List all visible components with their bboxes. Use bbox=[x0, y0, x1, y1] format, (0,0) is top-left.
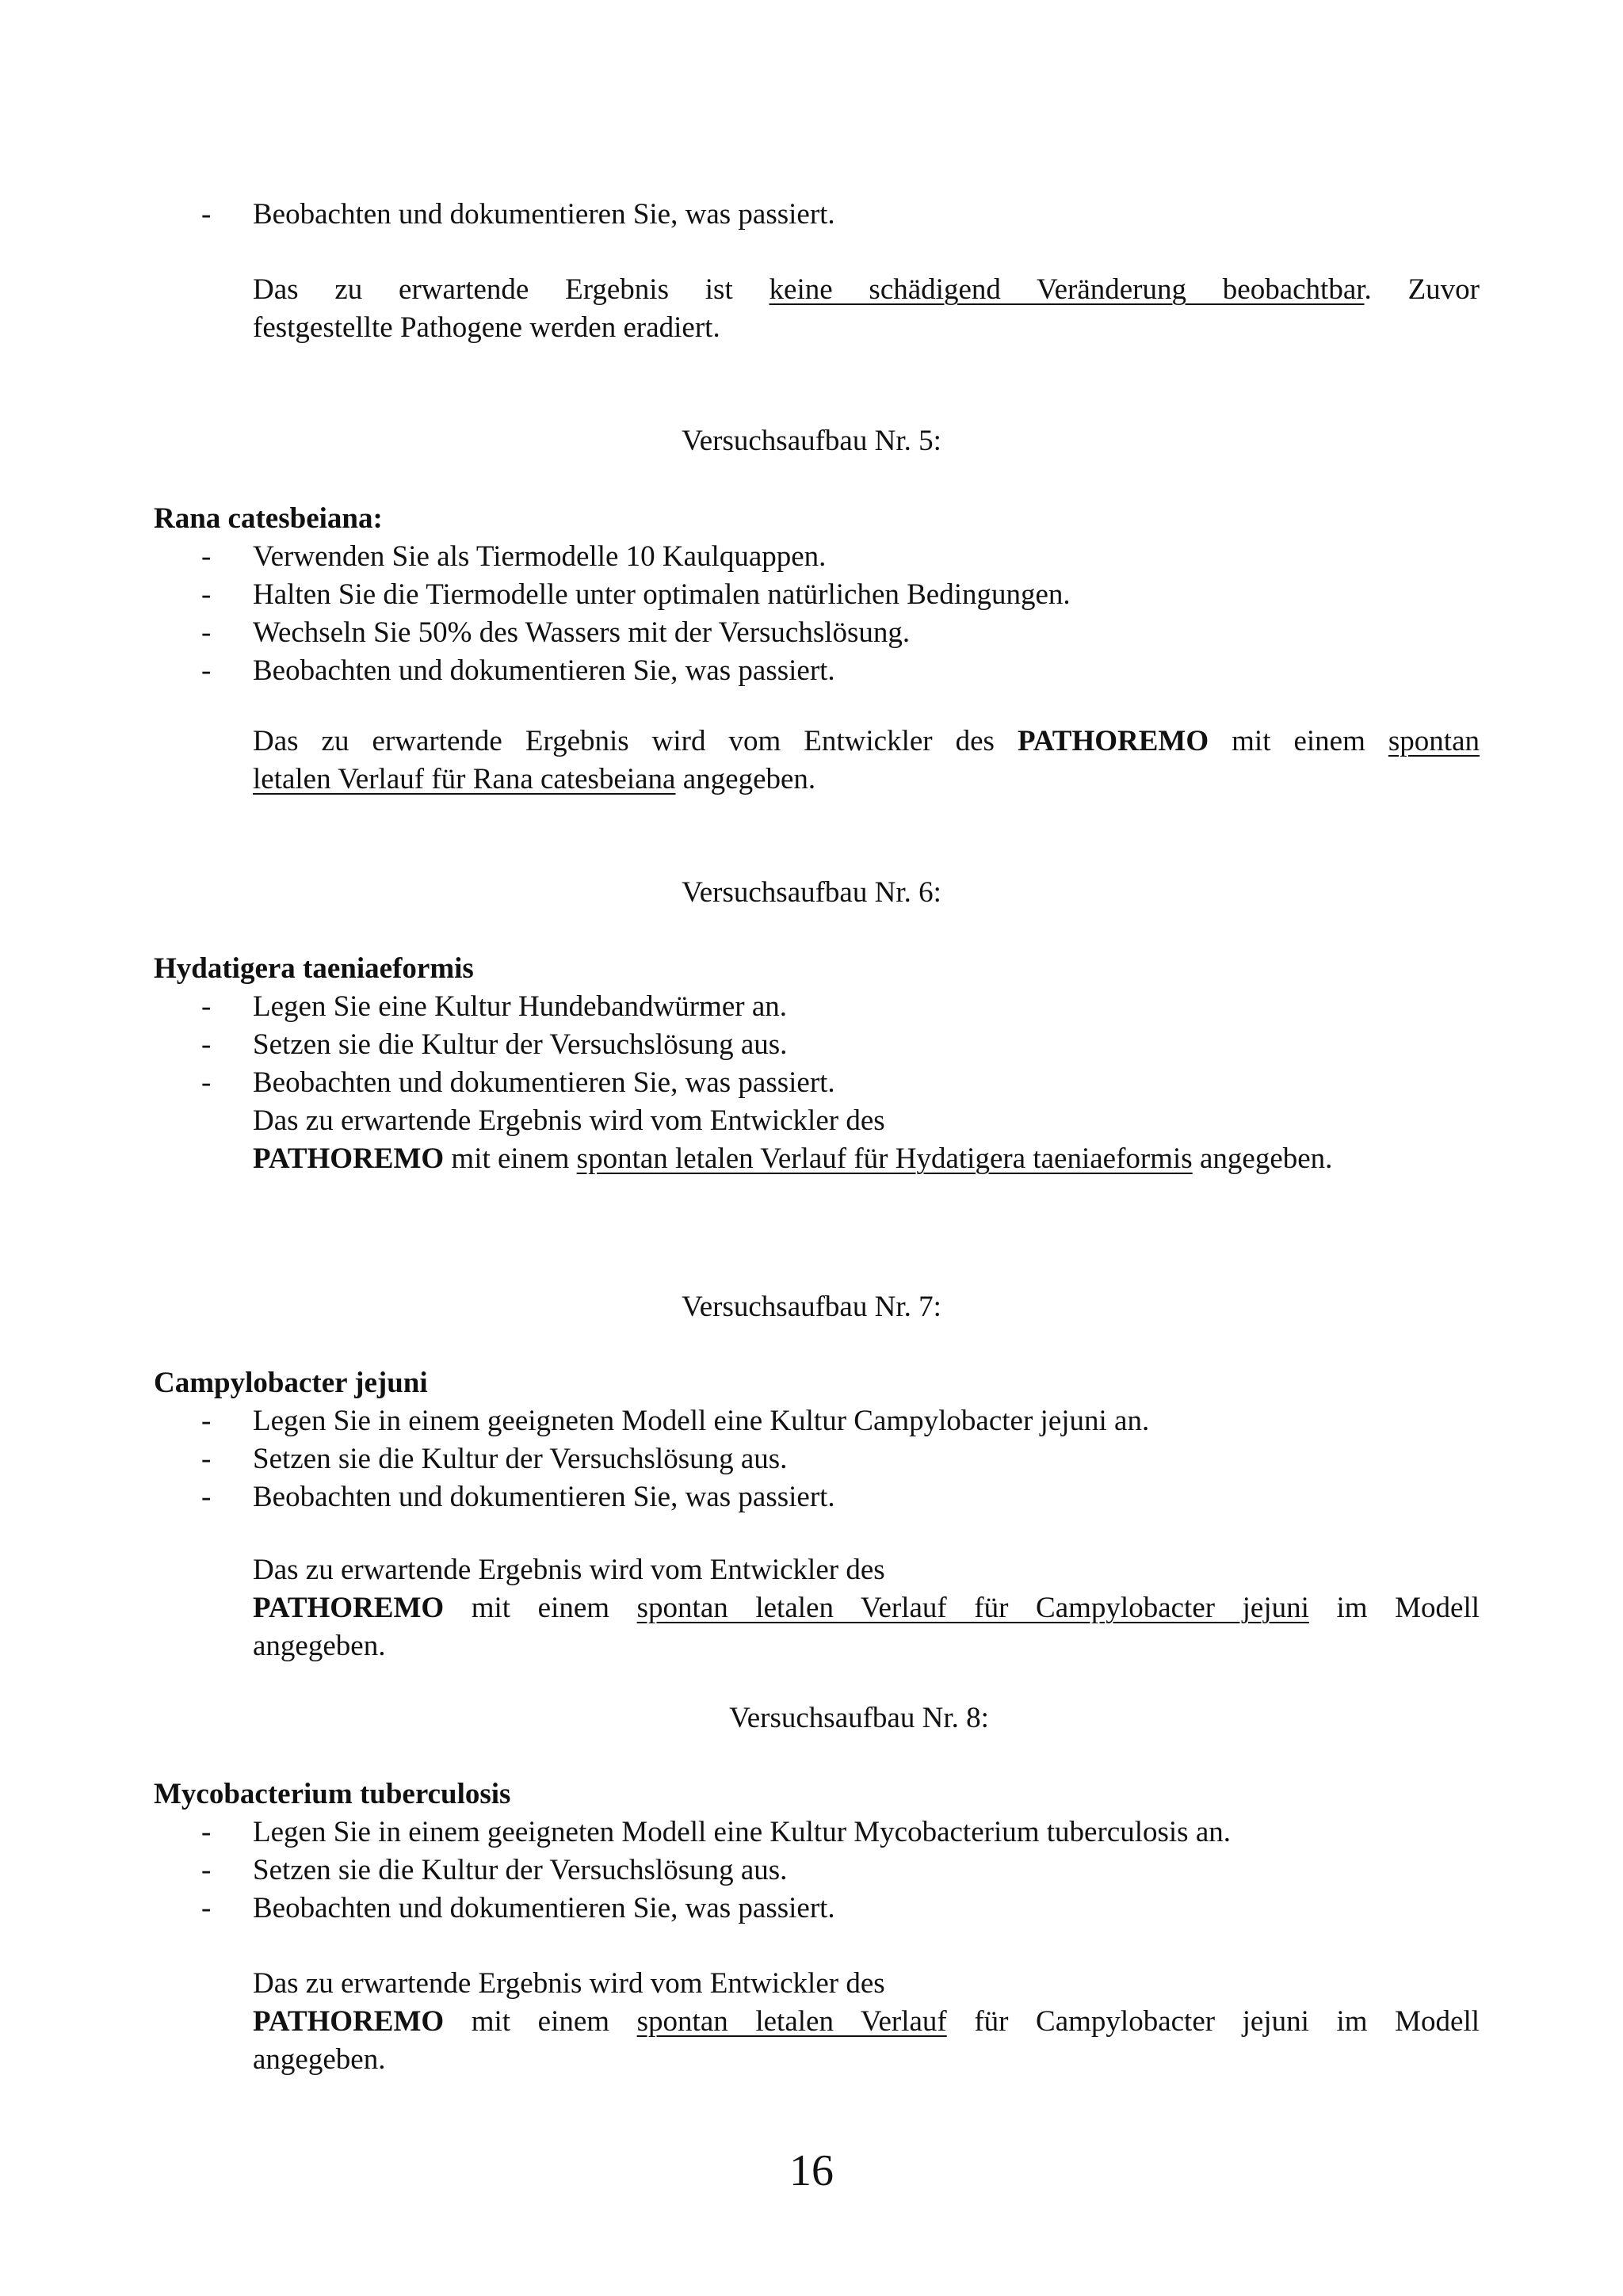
bullet-item: - Wechseln Sie 50% des Wassers mit der Versuchslösung. bbox=[201, 616, 911, 649]
product-name: PATHOREMO bbox=[253, 1142, 445, 1175]
section-8-heading: Versuchsaufbau Nr. 8: bbox=[729, 1702, 989, 1734]
bullet-dash: - bbox=[201, 198, 212, 231]
species-title: Mycobacterium tuberculosis bbox=[154, 1778, 511, 1810]
section-8-species bbox=[0, 1775, 1623, 1814]
underlined-result: spontan letalen Verlauf für Hydatigera taeniaeformis bbox=[576, 1142, 1193, 1175]
result-line: PATHOREMO mit einem spontan letalen Verlauf für Campylobacter jejuni im Modell bbox=[253, 2005, 1480, 2038]
result-line: angegeben. bbox=[253, 1630, 386, 1662]
result-paragraph: Das zu erwartende Ergebnis wird vom Entwickler des PATHOREMO mit einem spontan bbox=[253, 725, 1480, 757]
section-6-heading: Versuchsaufbau Nr. 6: bbox=[682, 876, 941, 909]
species-title: Hydatigera taeniaeformis bbox=[154, 952, 474, 985]
bullet-item: - Setzen sie die Kultur der Versuchslösung aus. bbox=[201, 1854, 788, 1886]
species-title: Rana catesbeiana: bbox=[154, 502, 383, 535]
result-line: letalen Verlauf für Rana catesbeiana angegeben. bbox=[253, 763, 816, 795]
underlined-result: spontan letalen Verlauf für Campylobacter jejuni bbox=[636, 1592, 1309, 1624]
bullet-item: - Beobachten und dokumentieren Sie, was passiert. bbox=[201, 654, 835, 687]
bullet-item: - Setzen sie die Kultur der Versuchslösung aus. bbox=[201, 1028, 788, 1061]
product-name: PATHOREMO bbox=[253, 1592, 445, 1624]
section-6-species bbox=[0, 950, 1623, 988]
section-4-result bbox=[0, 271, 1623, 347]
section-5-bullets bbox=[0, 538, 1623, 690]
section-8-bullets bbox=[0, 1814, 1623, 1928]
section-7-result bbox=[0, 1551, 1623, 1665]
bullet-item: - Legen Sie eine Kultur Hundebandwürmer an. bbox=[201, 990, 788, 1023]
underlined-result: keine schädigend Veränderung beobachtbar bbox=[769, 273, 1365, 306]
bullet-item: - Beobachten und dokumentieren Sie, was passiert. bbox=[201, 1892, 835, 1924]
page-number: 16 bbox=[789, 2146, 834, 2195]
section-7-heading: Versuchsaufbau Nr. 7: bbox=[682, 1291, 941, 1323]
result-line: PATHOREMO mit einem spontan letalen Verlauf für Hydatigera taeniaeformis angegeben. bbox=[253, 1142, 1333, 1175]
section-8-result bbox=[0, 1965, 1623, 2079]
species-title: Campylobacter jejuni bbox=[154, 1367, 428, 1399]
section-6-result bbox=[0, 1102, 1623, 1178]
bullet-text: Beobachten und dokumentieren Sie, was passiert. bbox=[253, 198, 835, 231]
bullet-item: - Halten Sie die Tiermodelle unter optimalen natürlichen Bedingungen. bbox=[201, 578, 1071, 611]
bullet-item: - Beobachten und dokumentieren Sie, was passiert. bbox=[201, 1066, 835, 1099]
section-7-species bbox=[0, 1364, 1623, 1402]
result-line: Das zu erwartende Ergebnis wird vom Entwickler des bbox=[253, 1104, 885, 1137]
bullet-item: - Beobachten und dokumentieren Sie, was passiert. bbox=[201, 1481, 835, 1513]
result-line: Das zu erwartende Ergebnis wird vom Entwickler des bbox=[253, 1554, 885, 1586]
section-5-heading: Versuchsaufbau Nr. 5: bbox=[682, 425, 941, 457]
result-line: angegeben. bbox=[253, 2043, 386, 2076]
result-line: PATHOREMO mit einem spontan letalen Verlauf für Campylobacter jejuni im Modell bbox=[253, 1592, 1480, 1624]
bullet-item: - Setzen sie die Kultur der Versuchslösung aus. bbox=[201, 1443, 788, 1475]
result-line: Das zu erwartende Ergebnis wird vom Entwickler des bbox=[253, 1967, 885, 2000]
bullet-item: - Verwenden Sie als Tiermodelle 10 Kaulquappen. bbox=[201, 540, 827, 573]
section-6-bullets bbox=[0, 988, 1623, 1102]
result-line: festgestellte Pathogene werden eradiert. bbox=[253, 311, 720, 344]
section-5-result bbox=[0, 723, 1623, 799]
product-name: PATHOREMO bbox=[253, 2005, 445, 2038]
product-name: PATHOREMO bbox=[1017, 725, 1209, 757]
section-5-species bbox=[0, 500, 1623, 538]
section-4-bullets bbox=[0, 196, 1623, 234]
underlined-result: letalen Verlauf für Rana catesbeiana bbox=[253, 763, 676, 795]
result-paragraph: Das zu erwartende Ergebnis ist keine schädigend Veränderung beobachtbar. Zuvor bbox=[253, 273, 1480, 306]
bullet-item: - Legen Sie in einem geeigneten Modell eine Kultur Campylobacter jejuni an. bbox=[201, 1405, 1150, 1437]
section-7-bullets bbox=[0, 1402, 1623, 1516]
bullet-item: - Legen Sie in einem geeigneten Modell eine Kultur Mycobacterium tuberculosis an. bbox=[201, 1816, 1231, 1848]
bullet-item bbox=[0, 196, 1489, 234]
underlined-result: spontan letalen Verlauf bbox=[636, 2005, 947, 2038]
